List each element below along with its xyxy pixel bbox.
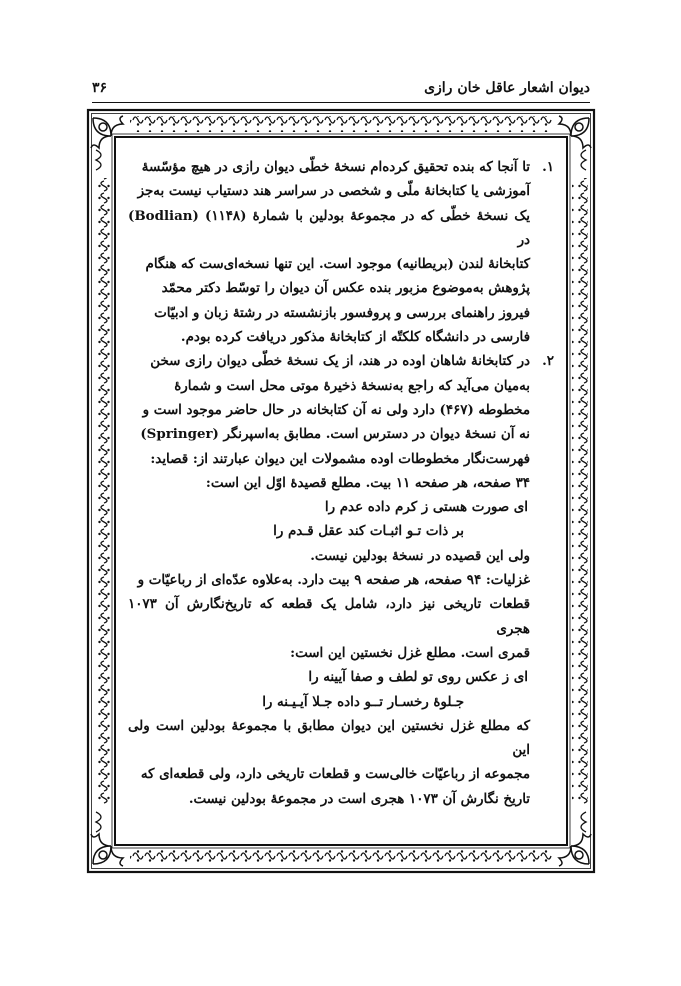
ghazal-paragraph — [128, 568, 554, 665]
text-line: به‌میان می‌آید که راجع به‌نسخهٔ ذخیرهٔ موتی محل است و شمارهٔ — [174, 377, 530, 394]
text-line: قطعات تاریخی نیز دارد، شامل یک قطعه که تاریخ‌نگارش آن ۱۰۷۳ هجری — [128, 596, 530, 637]
page-number: ۳۶ — [92, 80, 108, 96]
text-line: تاریخ نگارش آن ۱۰۷۳ هجری است در مجموعهٔ بودلین نیست. — [188, 790, 530, 807]
verse-hemistich: ای صورت هستی ز کرم داده عدم را — [324, 499, 528, 516]
text-line: فارسی در دانشگاه کلکتّه از کتابخانهٔ مذکور دریافت کرده بودم. — [180, 329, 530, 346]
text-line: فهرست‌نگار مخطوطات اوده مشمولات این دیوان عبارتند از: قصاید: — [150, 450, 530, 467]
verse-hemistich: جـلوهٔ رخسـار تــو داده جـلا آیـیـنه را — [262, 693, 464, 710]
text-line: غزلیات: ۹۴ صفحه، هر صفحه ۹ بیت دارد. به‌علاوه عدّه‌ای از رباعیّات و — [137, 572, 530, 589]
text-line: که مطلع غزل نخستین این دیوان مطابق با مجموعهٔ بودلین است ولی این — [128, 717, 530, 759]
verse-hemistich: ای ز عکس روی تو لطف و صفا آیینه را — [308, 669, 528, 686]
book-title: دیوان اشعار عاقل خان رازی — [424, 80, 590, 96]
list-item-2 — [128, 349, 554, 495]
text-line: آموزشی یا کتابخانهٔ ملّی و شخصی در سراسر هند دستیاب نیست به‌جز — [137, 183, 530, 200]
text-line: نه آن نسخهٔ دیوان در دسترس است. مطابق به‌اسپرنگر (Springer) — [140, 426, 530, 443]
item-number: ۲. — [542, 353, 554, 370]
list-item-1 — [128, 155, 554, 349]
text-line: مخطوطه (۴۶۷) دارد ولی نه آن کتابخانه در حال حاضر موجود است و — [142, 401, 530, 418]
text-line: فیروز راهنمای بررسی و پروفسور بازنشسته در رشتهٔ زبان و ادبیّات — [154, 304, 530, 321]
text-line: در کتابخانهٔ شاهان اوده در هند، از یک نسخهٔ خطّی دیوان رازی سخن — [150, 353, 530, 370]
page-body — [128, 155, 554, 811]
text-line: کتابخانهٔ لندن (بریطانیه) موجود است. این تنها نسخه‌ای‌ست که هنگام — [145, 256, 530, 273]
text-line: قمری است. مطلع غزل نخستین این است: — [290, 644, 530, 661]
text-line: ۳۴ صفحه، هر صفحه ۱۱ بیت. مطلع قصیدهٔ اوّل این است: — [205, 474, 530, 491]
text-line: مجموعه از رباعیّات خالی‌ست و قطعات تاریخی دارد، ولی قطعه‌ای که — [140, 766, 530, 783]
verse-hemistich: بر ذات تـو اثبـات کند عقل قـدم را — [273, 523, 464, 540]
closing-paragraph — [128, 714, 554, 811]
text-line: پژوهش به‌موضوع مزبور بنده عکس آن دیوان را توسّط دکتر محمّد — [161, 280, 530, 297]
item-number: ۱. — [542, 159, 554, 175]
text-line: یک نسخهٔ خطّی که در مجموعهٔ بودلین با شمارهٔ (۱۱۴۸) (Bodlian) در — [128, 207, 530, 248]
text-line: ولی این قصیده در نسخهٔ بودلین نیست. — [310, 547, 530, 564]
text-line: تا آنجا که بنده تحقیق کرده‌ام نسخهٔ خطّی دیوان رازی در هیچ مؤسّسهٔ — [141, 159, 530, 175]
